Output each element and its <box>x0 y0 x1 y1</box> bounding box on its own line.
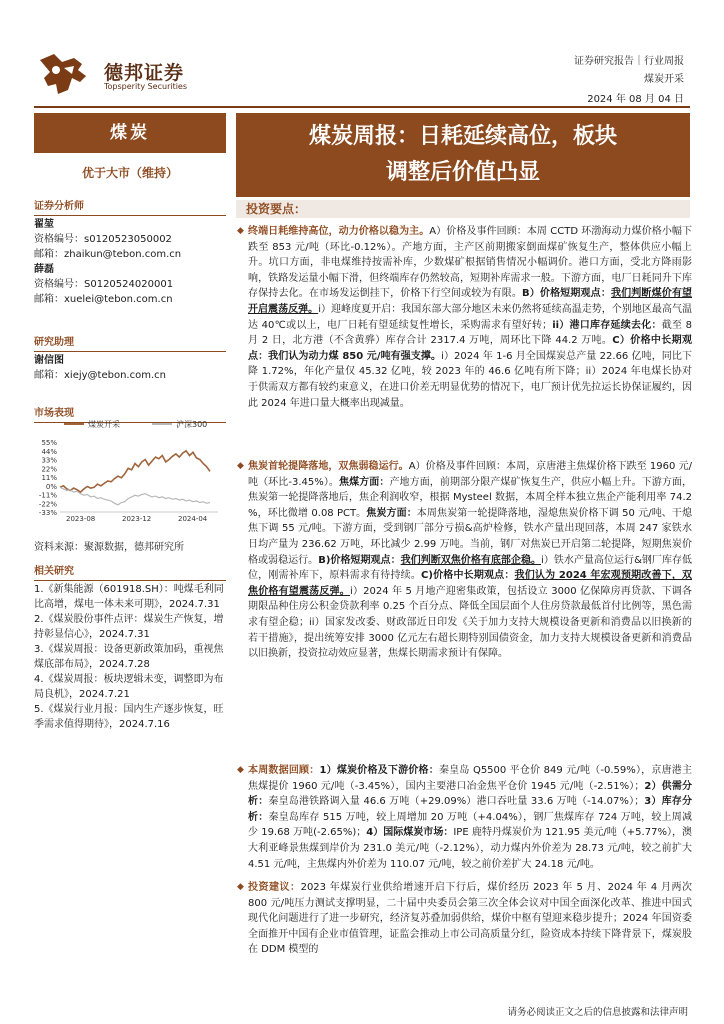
point-coking-coal <box>237 459 693 662</box>
point-text: i）2024 年 1-6 月全国煤炭总产量 22.66 亿吨，同比下降 1.72%，年化产量仅 45.32 亿吨，较 2023 年的 46.6 亿吨有所下降；ii）2024 年电煤长协对于供需双方都有较约束意义，在进口价差无明显优势的情况下，电厂预计优先拉运长协保证履约，因此 2024 年进口量大概率出现减量。 <box>248 350 692 409</box>
y-tick-label: -11% <box>38 491 57 500</box>
analyst-email[interactable]: 邮箱：zhaikun@tebon.com.cn <box>34 249 182 260</box>
related-list <box>34 582 226 732</box>
point-highlight: 我们认为 2024 年宏观预期改善下，双焦价格有望震荡反弹。 <box>248 570 693 597</box>
series-line <box>60 451 210 492</box>
title-line: 煤炭周报：日耗延续高位，板块 <box>308 124 617 149</box>
analyst-name: 翟堃 <box>34 219 54 230</box>
market-heading: 市场表现 <box>34 404 226 423</box>
point-heading: 焦炭首轮提降落地，双焦弱稳运行。 <box>248 461 409 472</box>
rating: 优于大市（维持） <box>81 166 178 180</box>
point-text: i）2024 年 5 月地产迎密集政策，包括设立 3000 亿保障房再贷款、下调各期限品种住房公积金贷款利率 0.25 个百分点、降低全国层面个人住房贷款最低首付比例等，黑色需求有望企稳；ii）国家发改委、财政部近日印发《关于加力支持大规模设备更新和消费品以旧换新的若干措施》，提出统筹安排 3000 亿元左右超长期特别国债资金，加力支持大规模设备更新和消费品以旧换新，投资拉动效应显著，焦煤长期需求预计有保障。 <box>248 585 692 660</box>
related-item[interactable]: 4.《煤炭周报：板块逻辑未变，调整即为布局良机》，2024.7.21 <box>34 674 224 700</box>
point-text: 2023 年煤炭行业供给增速开启下行后，煤价经历 2023 年 5 月、2024 年 4 月两次 800 元/吨压力测试支撑明显，二十届中央委员会第三次全体会议对中国全面深化改革、推进中国式现代化问题进行了进一步研究，经济复苏叠加弱供给，煤价中枢有望迎来稳步提升；2024 年国资委全面推开中国有企业市值管理，证监会推动上市公司高质量分红，险资成本持续下降背景下，煤炭股在 DDM 模型的 <box>248 882 693 956</box>
x-tick-label: 2023-12 <box>122 515 152 523</box>
point-subhead: 1）煤炭价格及下游价格： <box>319 765 439 776</box>
point-subhead: B)价格短期观点： <box>318 554 401 566</box>
point-text: 秦皇岛 Q5500 平仓价 849 元/吨（-0.59%），京唐港主焦煤提价 1960 元/吨（-3.45%），国内主要港口冶金焦平仓价 1945 元/吨（-2.51%）； <box>248 765 692 792</box>
point-text: 产地方面，前期部分限产煤矿恢复生产，供应小幅上升。下游方面，焦炭第一轮提降落地后，焦企利润收窄，根据 Mysteel 数据，本周全样本独立焦企产能利用率 74.2 %，环比微增 0.08 PCT。 <box>248 476 693 519</box>
point-text: i）迎峰度夏开启：我国东部大部分地区未来仍然将延续高温走势，个别地区最高气温达 40℃或以上，电厂日耗有望延续复性增长，采购需求有望好转； <box>248 303 693 331</box>
point-text: IPE 鹿特丹煤炭价为 121.95 美元/吨（+5.77%），澳大利亚峰景焦煤到岸价为 231.0 美元/吨（-2.12%），动力煤内外价差为 28.73 元/吨，较之前扩大 4.51 元/吨，主焦煤内外价差为 110.07 元/吨，较之前价差扩大 24.18 元/吨。 <box>248 827 692 870</box>
point-text: i）铁水产量高位运行&钢厂库存低位，刚需补库下，原料需求有待持续。 <box>248 554 693 582</box>
related-item[interactable]: 5.《煤炭行业月报：国内生产逐步恢复，旺季需求值得期待》，2024.7.16 <box>34 704 224 730</box>
related-item[interactable]: 1.《新集能源（601918.SH）：吨煤毛利同比高增，煤电一体未来可期》，2024.7.31 <box>34 584 224 610</box>
bull-logo-icon <box>34 50 98 100</box>
point-weekly-data <box>237 763 693 872</box>
y-tick-label: 22% <box>41 465 57 474</box>
assistant-block <box>34 353 230 383</box>
point-subhead: 3）库存分析： <box>248 796 692 823</box>
related-item[interactable]: 2.《煤炭股份事件点评：煤炭生产恢复，增持彰显信心》，2024.7.31 <box>34 614 224 640</box>
legend-label: 煤炭开采 <box>88 420 120 429</box>
title-line: 调整后价值凸显 <box>385 160 540 185</box>
y-tick-label: 33% <box>41 456 57 465</box>
y-tick-label: -33% <box>38 509 57 517</box>
point-text: A）价格及事件回顾：本周 CCTD 环渤海动力煤价格小幅下跌至 853 元/吨（环比-0.12%）。产地方面，主产区前期搬家倒面煤矿恢复生产，整体供应小幅上升。坑口方面，非电煤维持按需补库，少数煤矿根据销售情况小幅调价。港口方面，受北方降雨影响，铁路发运量小幅下滑，但终端库存仍然较高，短期补库需求一般。下游方面，电厂日耗同升下库存保持去化。在市场发运倒挂下，价格下行空间或较为有限。 <box>248 226 692 300</box>
report-title <box>236 113 690 197</box>
analyst-license: 资格编号：S0120524020001 <box>34 279 174 290</box>
report-type: 证券研究报告｜行业周报 <box>574 56 684 67</box>
point-text: 本周焦炭第一轮提降落地，湿熄焦炭价格下调 50 元/吨、干熄焦下调 55 元/吨。下游方面，受到钢厂部分亏损&高炉检修，铁水产量出现回落，本周 247 家铁水日均产量为 236.62 万吨，环比减少 2.99 万吨。当前，钢厂对焦炭已开启第二轮提降，短期焦炭价格或弱稳运行。 <box>248 507 693 566</box>
x-tick-label: 2023-08 <box>66 515 96 523</box>
point-text: 秦皇岛库存 515 万吨，较上周增加 20 万吨（+4.04%），钢厂焦煤库存 724 万吨，较上周减少 19.68 万吨(-2.65%)； <box>248 811 693 839</box>
point-heading: 投资建议： <box>248 882 301 893</box>
header-divider <box>34 106 690 108</box>
point-thermal-coal <box>237 224 693 411</box>
related-heading: 相关研究 <box>34 562 226 581</box>
sector-box: 煤炭 <box>34 113 226 153</box>
point-subhead: ii）港口库存延续去化： <box>552 319 662 331</box>
point-subhead: 4）国际煤炭市场： <box>366 827 454 839</box>
point-subhead: 焦煤方面： <box>339 476 390 488</box>
bullet-icon: ◆ <box>237 226 244 236</box>
point-text: A）价格及事件回顾：本周，京唐港主焦煤价格下跌至 1960 元/吨（环比-3.45%）。 <box>248 461 692 488</box>
assistant-heading: 研究助理 <box>34 333 226 352</box>
point-subhead: C）价格中长期观点：我们认为动力煤 850 元/吨有强支撑。 <box>248 335 692 362</box>
x-tick-label: 2024-04 <box>178 515 208 523</box>
analyst-block <box>34 217 230 307</box>
point-heading: 本周数据回顾： <box>248 765 320 776</box>
analyst-name: 薛磊 <box>34 264 54 275</box>
point-heading: 终端日耗维持高位，动力价格以稳为主。 <box>248 226 430 237</box>
bullet-icon: ◆ <box>237 882 244 892</box>
point-subhead: B）价格短期观点： <box>522 288 611 300</box>
analyst-license: 资格编号：s0120523050002 <box>34 234 172 245</box>
assistant-name: 谢信图 <box>34 355 64 366</box>
point-subhead: 2）供需分析： <box>248 780 692 808</box>
y-tick-label: 0% <box>45 482 57 491</box>
point-text: 秦皇岛港铁路调入量 46.6 万吨（+29.09%）港口吞吐量 33.6 万吨（-14.07%）； <box>268 796 645 808</box>
report-date: 2024 年 08 月 04 日 <box>587 94 684 105</box>
bullet-icon: ◆ <box>237 461 244 471</box>
industry-label: 煤炭开采 <box>644 74 684 85</box>
bullet-icon: ◆ <box>237 765 244 775</box>
y-tick-label: 55% <box>41 439 57 447</box>
assistant-email[interactable]: 邮箱：xiejy@tebon.com.cn <box>34 370 166 381</box>
point-subhead: C)价格中长期观点： <box>421 570 515 582</box>
logo-subtext: Topsperity Securities <box>104 82 188 91</box>
y-tick-label: 44% <box>41 447 57 456</box>
y-tick-label: -22% <box>38 500 57 509</box>
key-points-heading: 投资要点： <box>236 200 690 218</box>
point-subhead: 焦炭方面： <box>366 507 417 519</box>
analyst-heading: 证券分析师 <box>34 197 226 216</box>
point-investment-advice <box>237 880 693 958</box>
analyst-email[interactable]: 邮箱：xuelei@tebon.com.cn <box>34 294 173 305</box>
market-performance-chart <box>34 412 224 524</box>
point-highlight: 我们判断煤价有望开启震荡反弹。 <box>248 288 693 315</box>
chart-source: 资料来源：聚源数据，德邦研究所 <box>34 542 184 553</box>
disclaimer-footer: 请务必阅读正文之后的信息披露和法律声明 <box>507 1007 688 1018</box>
related-item[interactable]: 3.《煤炭周报：设备更新政策加码，重视焦煤底部布局》，2024.7.28 <box>34 644 224 670</box>
point-highlight: 我们判断双焦价格有底部企稳。 <box>400 554 542 566</box>
y-tick-label: 11% <box>41 474 57 482</box>
logo-text: 德邦证券 <box>104 62 185 84</box>
point-text: 截至 8 月 2 日，北方港（不含黄骅）库存合计 2317.4 万吨，周环比下降 44.2 万吨。 <box>248 319 692 347</box>
legend-label: 沪深300 <box>176 420 208 429</box>
